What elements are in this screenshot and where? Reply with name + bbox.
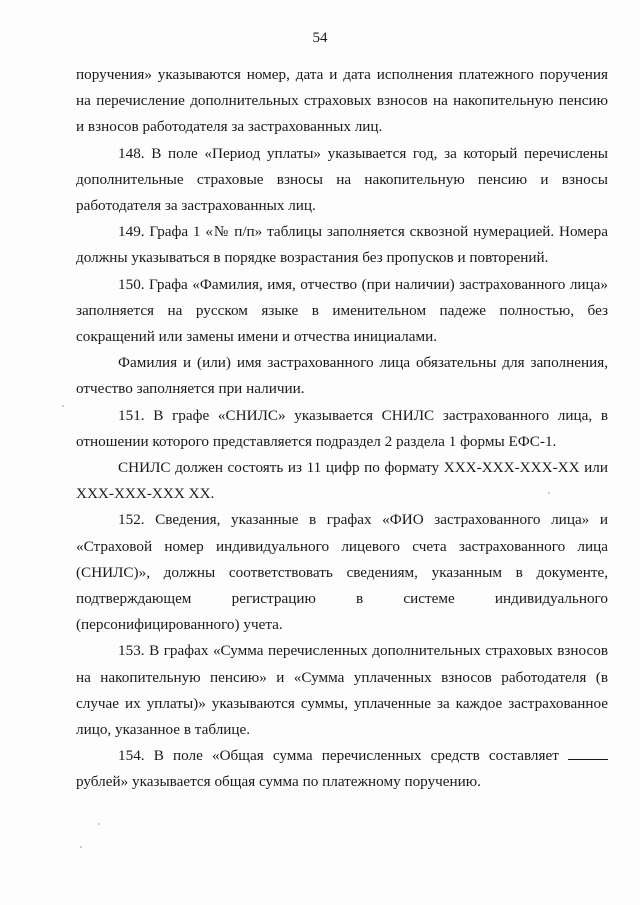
scan-speck — [98, 823, 100, 825]
scan-speck — [548, 492, 550, 494]
paragraph-continuation: поручения» указываются номер, дата и дата исполнения платежного поручения на перечисление дополнительных страховых взносов на накопительную пенсию и взносов работодателя за застрахованных лиц. — [76, 66, 608, 136]
paragraph-149: 149. Графа 1 «№ п/п» таблицы заполняется сквозной нумерацией. Номера должны указываться в порядке возрастания без пропусков и повторений. — [76, 223, 608, 267]
paragraph-154-end: рублей» указывается общая сумма по платежному поручению. — [76, 773, 481, 791]
scan-speck — [80, 846, 82, 848]
paragraph-148: 148. В поле «Период уплаты» указывается год, за который перечислены дополнительные страховые взносы на накопительную пенсию и взносы работодателя за застрахованных лиц. — [76, 144, 608, 215]
scan-speck — [62, 405, 64, 407]
paragraph-151-format: СНИЛС должен состоять из 11 цифр по формату ХХХ-ХХХ-ХХХ-ХХ или ХХХ-ХХХ-ХХХ ХХ. — [76, 459, 608, 503]
paragraph-151: 151. В графе «СНИЛС» указывается СНИЛС застрахованного лица, в отношении которого представляется подраздел 2 раздела 1 формы ЕФС-1. — [76, 406, 608, 450]
paragraph-150: 150. Графа «Фамилия, имя, отчество (при наличии) застрахованного лица» заполняется на русском языке в именительном падеже полностью, без сокращений или замены имени и отчества инициалами. — [76, 275, 608, 346]
paragraph-154 — [76, 743, 608, 795]
page-number: 54 — [312, 30, 328, 46]
paragraph-154-start: 154. В поле «Общая сумма перечисленных средств составляет — [118, 747, 568, 765]
paragraph-152: 152. Сведения, указанные в графах «ФИО застрахованного лица» и «Страховой номер индивидуального лицевого счета застрахованного лица (СНИЛС)», должны соответствовать сведениям, указанным в документе, подтверждающем регистрацию в системе индивидуального (персонифицированного) учета. — [76, 511, 608, 634]
blank-line — [568, 747, 608, 760]
paragraph-150-note: Фамилия и (или) имя застрахованного лица обязательны для заполнения, отчество заполняется при наличии. — [76, 354, 608, 398]
paragraph-153: 153. В графах «Сумма перечисленных дополнительных страховых взносов на накопительную пенсию» и «Сумма уплаченных взносов работодателя (в случае их уплаты)» указываются суммы, уплаченные за каждое застрахованное лицо, указанное в таблице. — [76, 642, 608, 739]
document-body — [76, 62, 608, 796]
